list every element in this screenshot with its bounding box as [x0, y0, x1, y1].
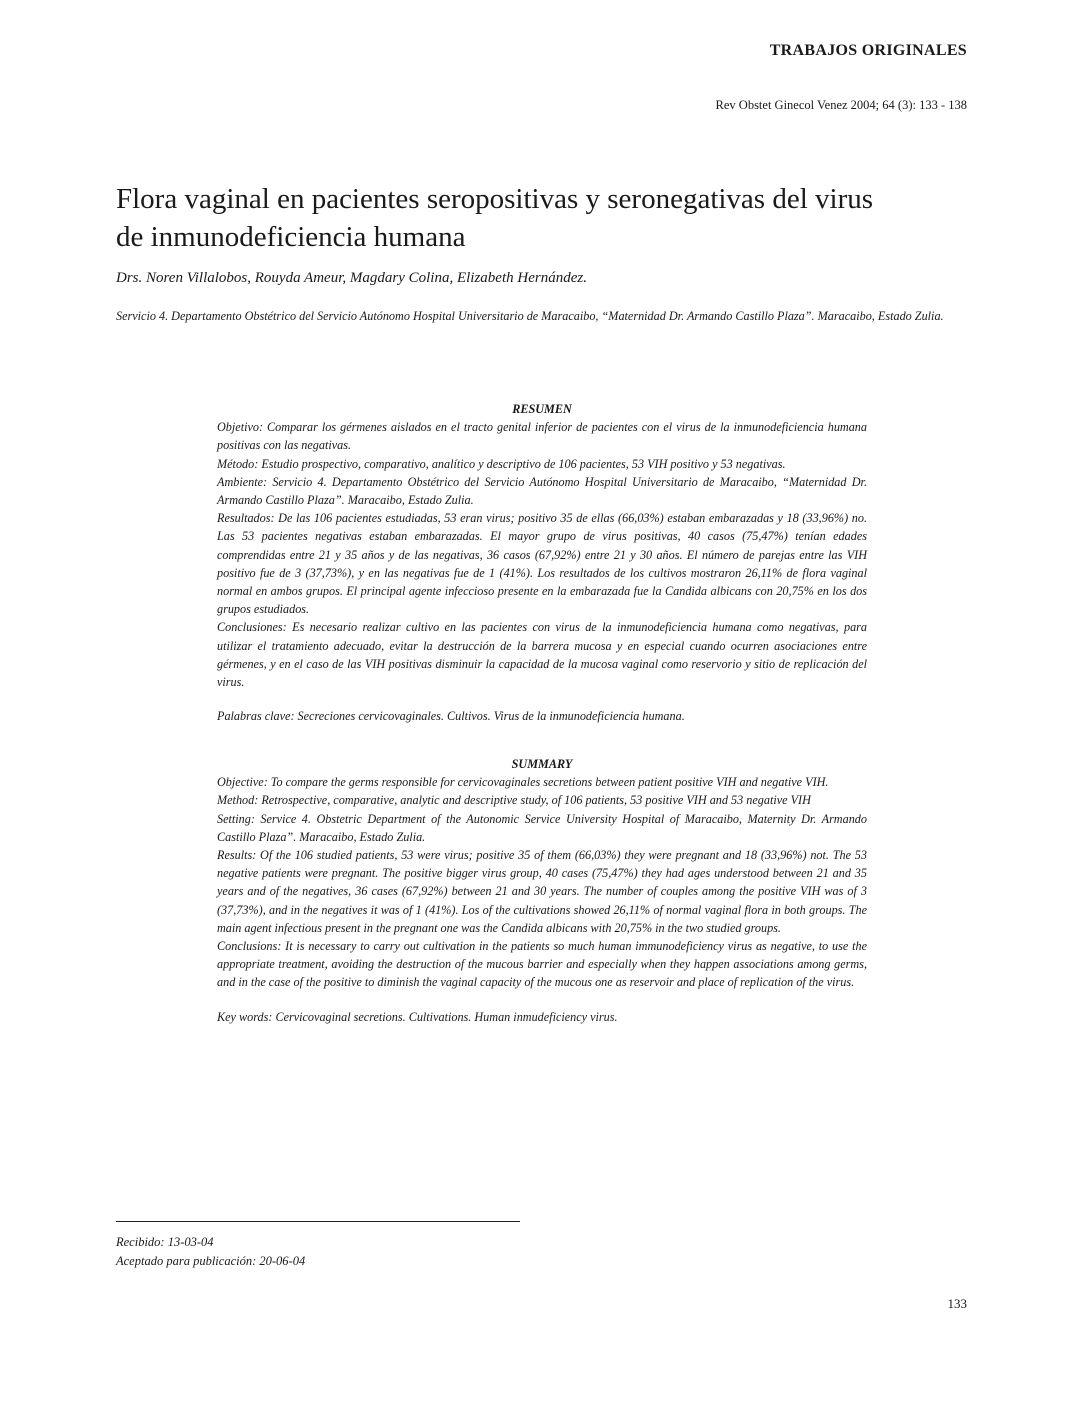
authors: Drs. Noren Villalobos, Rouyda Ameur, Magdary Colina, Elizabeth Hernández. [116, 270, 587, 286]
summary-paragraph: Objective: To compare the germs responsible for cervicovaginales secretions between patient positive VIH and negative VIH. [217, 775, 829, 790]
resumen-section [217, 400, 867, 725]
resumen-paragraph: Resultados: De las 106 pacientes estudiadas, 53 eran virus; positivo 35 de ellas (66,03%) estaban embarazadas y 18 (33,96%) no. Las 53 pacientes negativas estaban embarazadas. El mayor grupo de virus positivas, 40 casos (75,47%) tenían edades comprendidas entre 21 y 35 años y de las negativas, 36 casos (67,92%) entre 21 y 30 años. El número de parejas entre las VIH positivo fue de 3 (37,73%), y en las negativas fue de 1 (41%). Los resultados de los cultivos mostraron 26,11% de flora vaginal normal en ambos grupos. El principal agente infeccioso presente en la embarazada fue la Candida albicans con 20,75% en los dos grupos estudiados. [217, 511, 867, 617]
section-tag: TRABAJOS ORIGINALES [769, 42, 967, 59]
resumen-paragraph: Objetivo: Comparar los gérmenes aislados en el tracto genital inferior de pacientes con el virus de la inmunodeficiencia humana positivas con las negativas. [217, 420, 867, 453]
resumen-keywords: Palabras clave: Secreciones cervicovaginales. Cultivos. Virus de la inmunodeficiencia humana. [217, 709, 685, 724]
footnote-divider [116, 1221, 520, 1222]
journal-citation: Rev Obstet Ginecol Venez 2004; 64 (3): 133 - 138 [715, 98, 967, 112]
summary-keywords: Key words: Cervicovaginal secretions. Cultivations. Human inmudeficiency virus. [217, 1009, 618, 1024]
resumen-paragraph: Ambiente: Servicio 4. Departamento Obstétrico del Servicio Autónomo Hospital Universitario de Maracaibo, “Maternidad Dr. Armando Castillo Plaza”. Maracaibo, Estado Zulia. [217, 474, 867, 508]
summary-section [217, 755, 867, 1026]
summary-heading: SUMMARY [511, 757, 573, 771]
affiliation: Servicio 4. Departamento Obstétrico del Servicio Autónomo Hospital Universitario de Maracaibo, “Maternidad Dr. Armando Castillo Plaza”. Maracaibo, Estado Zulia. [116, 309, 944, 323]
article-title: Flora vaginal en pacientes seropositivas y seronegativas del virus de inmunodeficiencia humana [116, 183, 874, 253]
resumen-paragraph: Conclusiones: Es necesario realizar cultivo en las pacientes con virus de la inmunodeficiencia humana como negativas, para utilizar el tratamiento adecuado, evitar la destrucción de la barrera mucosa y en especial cuando ocurren asociaciones entre gérmenes, y en el caso de las VIH positivas disminuir la capacidad de la mucosa vaginal como reservorio y sitio de replicación del virus. [217, 620, 867, 690]
resumen-heading: RESUMEN [512, 402, 572, 416]
resumen-paragraph: Método: Estudio prospectivo, comparativo, analítico y descriptivo de 106 pacientes, 53 VIH positivo y 53 negativas. [217, 456, 786, 471]
summary-paragraph: Setting: Service 4. Obstetric Department of the Autonomic Service University Hospital of Maracaibo, Maternity Dr. Armando Castillo Plaza”. Maracaibo, Estado Zulia. [217, 811, 867, 844]
summary-paragraph: Results: Of the 106 studied patients, 53 were virus; positive 35 of them (66,03%) they were pregnant and 18 (33,96%) not. The 53 negative patients were pregnant. The positive bigger virus group, 40 cases (75,47%) they had ages understood between 21 and 35 years and of the negatives, 36 cases (67,92%) between 21 and 30 years. The number of couples among the positive VIH was of 3 (37,73%), and in the negatives it was of 1 (41%). Los of the cultivations showed 26,11% of normal vaginal flora in both groups. The main agent infectious present in the pregnant one was the Candida albicans with 20,75% in the two studied groups. [217, 848, 867, 935]
summary-paragraph: Method: Retrospective, comparative, analytic and descriptive study, of 106 patients, 53 positive VIH and 53 negative VIH [217, 793, 811, 808]
accepted-date: Aceptado para publicación: 20-06-04 [116, 1254, 306, 1268]
page-number: 133 [947, 1296, 967, 1311]
summary-paragraph: Conclusions: It is necessary to carry out cultivation in the patients so much human immunodeficiency virus as negative, to use the appropriate treatment, avoiding the destruction of the mucous barrier and especially when they happen associations among germs, and in the case of the positive to diminish the vaginal capacity of the mucous one as reservoir and place of replication of the virus. [217, 939, 867, 990]
received-date: Recibido: 13-03-04 [116, 1235, 214, 1249]
dates-block [116, 1233, 305, 1271]
